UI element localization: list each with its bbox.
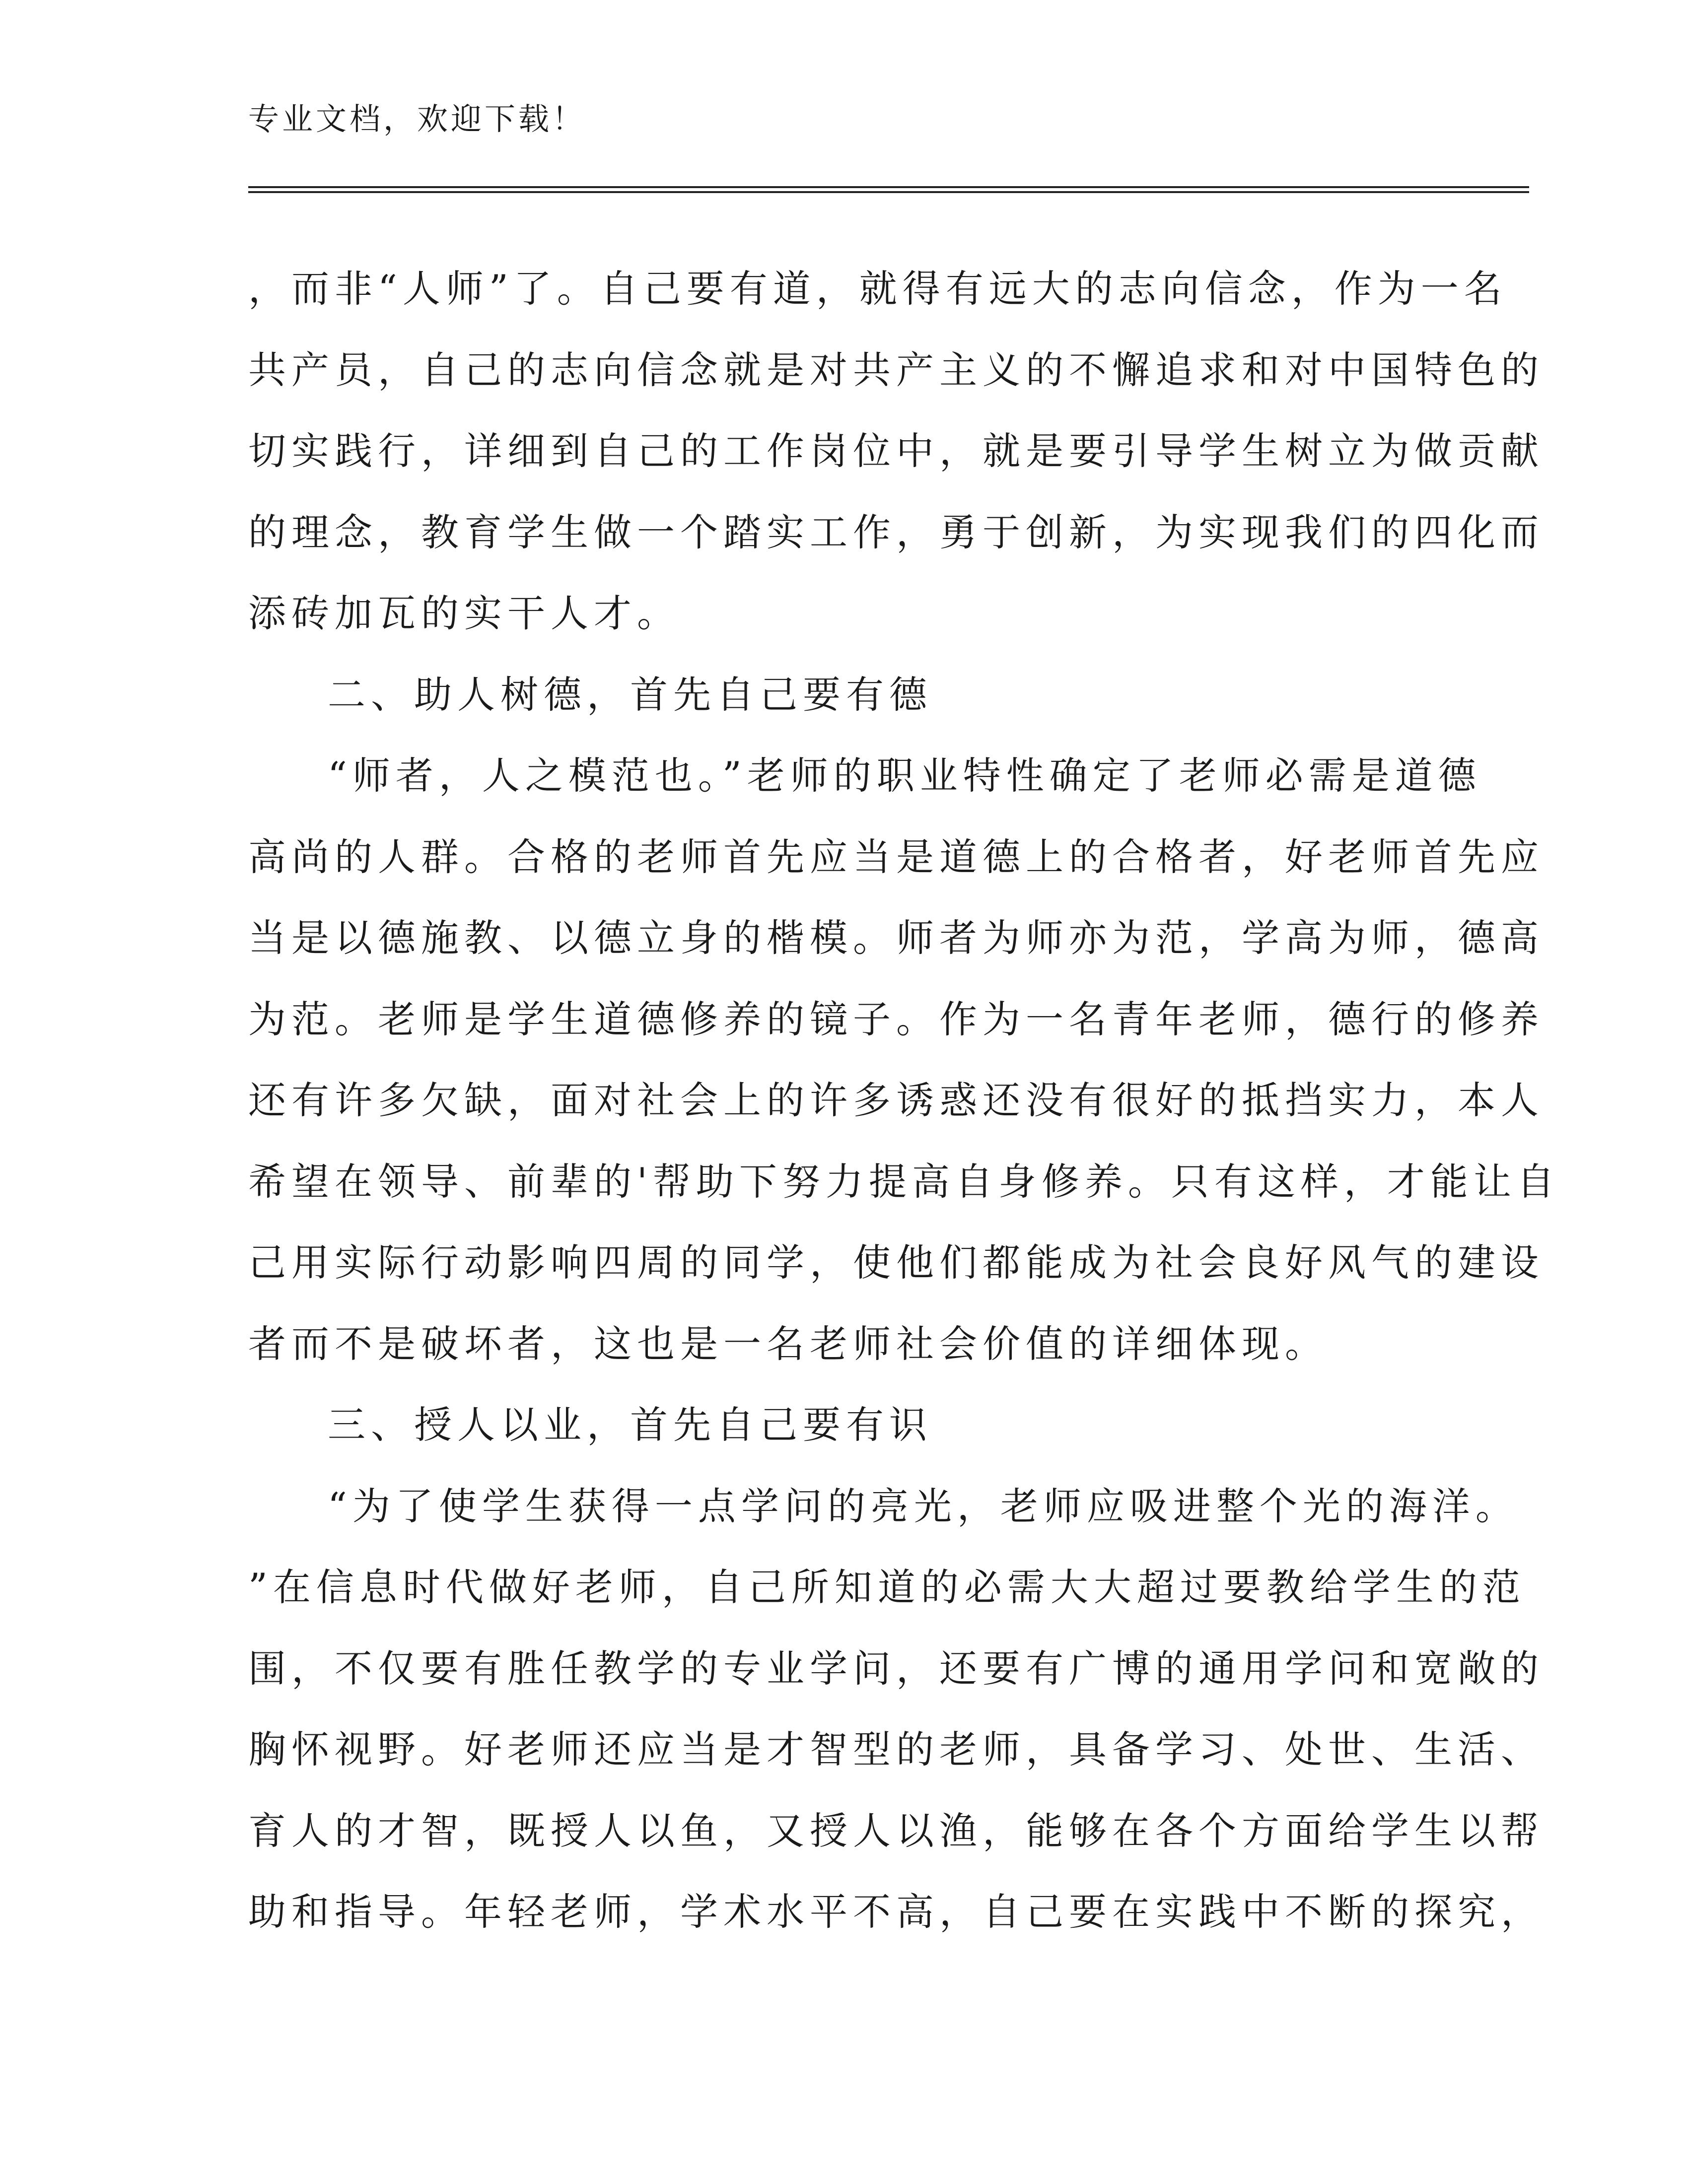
text-line: 己用实际行动影响四周的同学，使他们都能成为社会良好风气的建设 bbox=[248, 1240, 1544, 1285]
text-line: 高尚的人群。合格的老师首先应当是道德上的合格者，好老师首先应 bbox=[248, 834, 1544, 879]
text-line: 当是以德施教、以德立身的楷模。师者为师亦为范，学高为师，德高 bbox=[248, 916, 1544, 960]
section-heading: 三、授人以业，首先自己要有识 bbox=[328, 1403, 932, 1447]
page-header: 专业文档，欢迎下载！ bbox=[248, 101, 586, 137]
text-line: 围，不仅要有胜任教学的专业学问，还要有广博的通用学问和宽敞的 bbox=[248, 1646, 1544, 1691]
text-line: 共产员，自己的志向信念就是对共产主义的不懈追求和对中国特色的 bbox=[248, 347, 1544, 392]
text-line: 添砖加瓦的实干人才。 bbox=[248, 591, 680, 635]
text-line: 希望在领导、前辈的'帮助下努力提高自身修养。只有这样，才能让自 bbox=[248, 1159, 1560, 1204]
text-line: 胸怀视野。好老师还应当是才智型的老师，具备学习、处世、生活、 bbox=[248, 1727, 1544, 1772]
text-line: “为了使学生获得一点学问的亮光，老师应吸进整个光的海洋。 bbox=[328, 1484, 1519, 1528]
header-divider bbox=[248, 186, 1529, 193]
text-line: ”在信息时代做好老师，自己所知道的必需大大超过要教给学生的范 bbox=[248, 1565, 1526, 1609]
text-line: 切实践行，详细到自己的工作岗位中，就是要引导学生树立为做贡献 bbox=[248, 429, 1544, 473]
text-line: 为范。老师是学生道德修养的镜子。作为一名青年老师，德行的修养 bbox=[248, 997, 1544, 1041]
text-line: 者而不是破坏者，这也是一名老师社会价值的详细体现。 bbox=[248, 1321, 1328, 1366]
text-line: ，而非“人师”了。自己要有道，就得有远大的志向信念，作为一名 bbox=[248, 267, 1507, 311]
section-heading: 二、助人树德，首先自己要有德 bbox=[328, 672, 932, 717]
text-line: 助和指导。年轻老师，学术水平不高，自己要在实践中不断的探究， bbox=[248, 1890, 1544, 1934]
text-line: 育人的才智，既授人以鱼，又授人以渔，能够在各个方面给学生以帮 bbox=[248, 1808, 1544, 1853]
text-line: 还有许多欠缺，面对社会上的许多诱惑还没有很好的抵挡实力，本人 bbox=[248, 1078, 1544, 1122]
document-body bbox=[248, 248, 1560, 1953]
text-line: “师者，人之模范也。”老师的职业特性确定了老师必需是道德 bbox=[328, 753, 1481, 798]
text-line: 的理念，教育学生做一个踏实工作，勇于创新，为实现我们的四化而 bbox=[248, 510, 1544, 554]
